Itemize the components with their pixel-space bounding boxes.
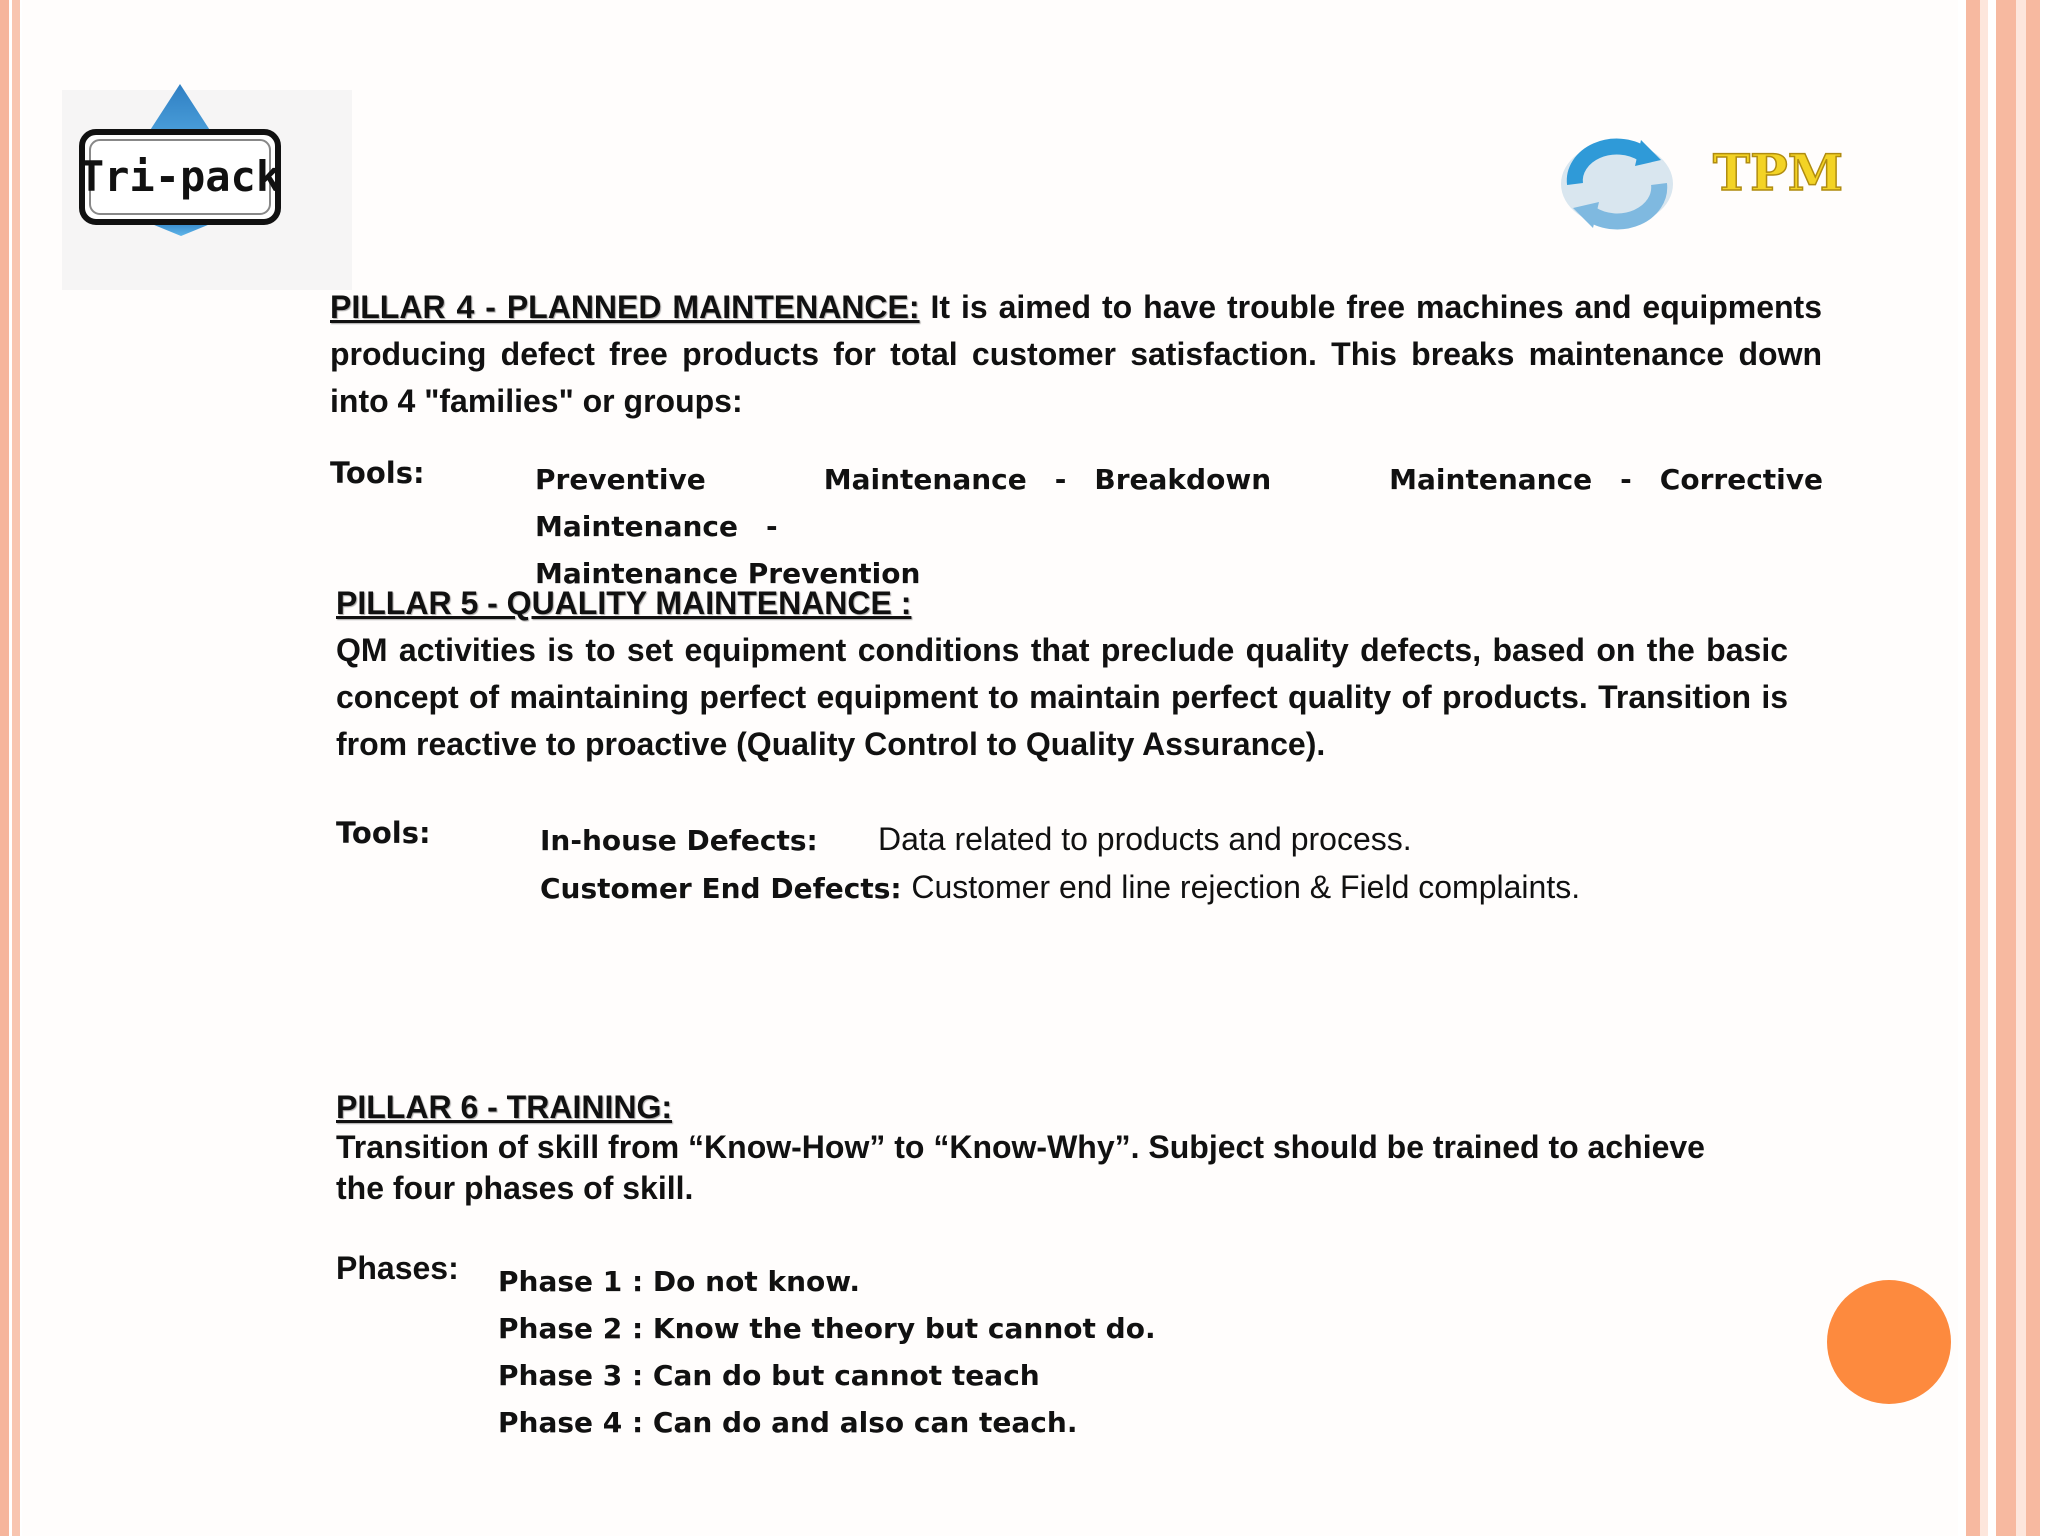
phases-list (498, 1258, 1156, 1446)
pillar-4-tools-label: Tools: (330, 456, 425, 490)
tri-pack-logo (62, 76, 352, 296)
pillar-4-paragraph (330, 284, 1822, 425)
tool-label: In-house Defects: (540, 824, 818, 857)
pillar-5-tools-list (540, 816, 1580, 912)
phase-item: Phase 1 : Do not know. (498, 1265, 860, 1298)
pillar-5-body: QM activities is to set equipment conditions that preclude quality defects, based on the basic concept of maintaining perfect equipment to maintain perfect quality of products. Transition is from reactive to proactive (Quality Control to Quality Assurance). (336, 632, 1788, 762)
tool-row (540, 864, 1580, 912)
pillar-4-body: It is aimed to have trouble free machines and equipments producing defect free products for total customer satisfaction. This breaks maintenance down into 4 "families" or groups: (330, 289, 1823, 419)
tpm-logo-text: TPM (1712, 143, 1844, 202)
orange-circle-decoration (1827, 1280, 1951, 1404)
tpm-logo (1545, 132, 1865, 242)
phases-label: Phases: (336, 1250, 459, 1286)
pillar-4-heading: PILLAR 4 - PLANNED MAINTENANCE: (330, 289, 920, 325)
tool-row (540, 816, 1580, 864)
tri-pack-logo-text: Tri-pack (78, 152, 282, 201)
tool-value: Data related to products and process. (878, 821, 1412, 857)
pillar-5-heading: PILLAR 5 - QUALITY MAINTENANCE : (336, 585, 912, 621)
right-frame-border (1958, 0, 2048, 1536)
left-frame-border (0, 0, 22, 1536)
tool-item: Preventive Maintenance (535, 463, 1027, 496)
pillar-6-body: Transition of skill from “Know-How” to “Know-Why”. Subject should be trained to achieve the four phases of skill. (336, 1129, 1705, 1206)
tool-item: Breakdown Maintenance (1094, 463, 1593, 496)
tool-item: Maintenance Prevention (535, 557, 921, 590)
pillar-6-heading: PILLAR 6 - TRAINING: (336, 1089, 672, 1125)
phase-item: Phase 3 : Can do but cannot teach (498, 1359, 1040, 1392)
tool-item: Corrective Maintenance (535, 463, 1824, 543)
pillar-4-tools-list: Preventive Maintenance - Breakdown Maintenance - Corrective Maintenance - Maintenance Prevention (535, 463, 1824, 590)
pillar-5-tools-label: Tools: (336, 816, 431, 850)
phase-item: Phase 2 : Know the theory but cannot do. (498, 1312, 1156, 1345)
tool-label: Customer End Defects: (540, 872, 902, 905)
tool-value: Customer end line rejection & Field complaints. (911, 869, 1581, 905)
phase-item: Phase 4 : Can do and also can teach. (498, 1406, 1078, 1439)
